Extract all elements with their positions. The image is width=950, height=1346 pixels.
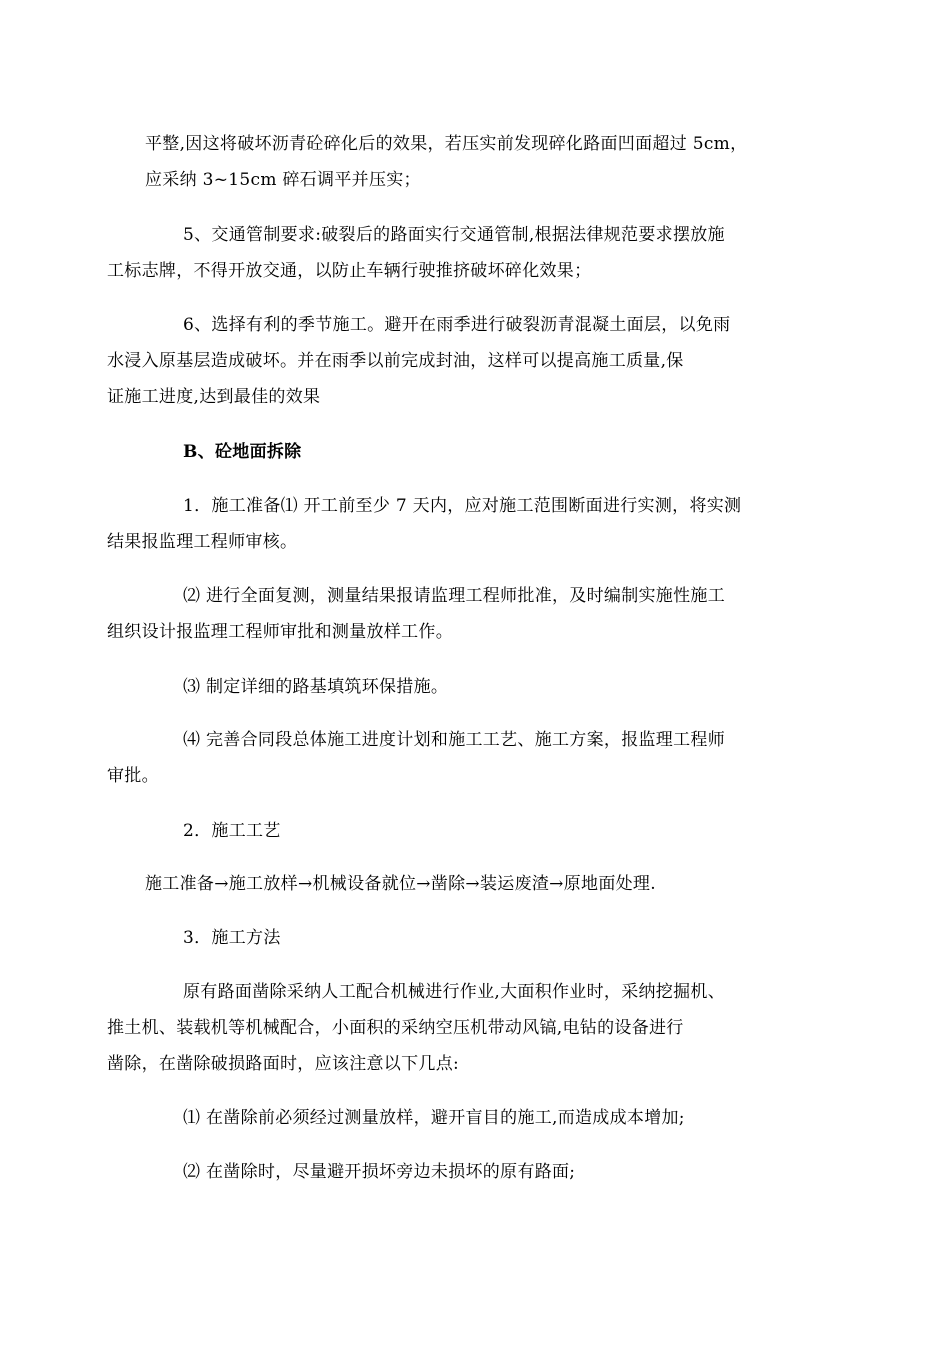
text-line: ⑵ 在凿除时，尽量避开损坏旁边未损坏的原有路面; [183,1162,576,1182]
text-line: ⑵ 进行全面复测，测量结果报请监理工程师批准，及时编制实施性施工 [183,586,726,606]
text-line: 结果报监理工程师审核。 [107,532,298,552]
paragraph-resurvey [107,578,809,650]
text-line: 原有路面凿除采纳人工配合机械进行作业,大面积作业时，采纳挖掘机、 [183,982,726,1002]
text-line: 5、交通管制要求:破裂后的路面实行交通管制,根据法律规范要求摆放施 [183,225,725,245]
paragraph-schedule-plan [107,722,809,794]
paragraph-road-flatness [145,126,809,198]
text-line: 应采纳 3~15cm 碎石调平并压实； [145,170,421,190]
text-line: ⑷ 完善合同段总体施工进度计划和施工工艺、施工方案，报监理工程师 [183,730,726,750]
paragraph-environmental-measures [145,669,809,705]
text-line: 凿除，在凿除破损路面时，应该注意以下几点: [107,1054,460,1074]
subheading-construction-process [145,813,809,849]
text-line: 6、选择有利的季节施工。避开在雨季进行破裂沥青混凝土面层，以免雨 [183,315,731,335]
text-line: 审批。 [107,766,159,786]
paragraph-process-flow [145,866,809,902]
text-line: B、砼地面拆除 [183,442,302,462]
section-heading-concrete-removal [145,434,809,470]
paragraph-avoid-damage [145,1154,809,1190]
paragraph-season-selection [107,307,809,415]
paragraph-preparation [107,488,809,560]
paragraph-traffic-control [107,217,809,289]
text-line: 组织设计报监理工程师审批和测量放样工作。 [107,622,453,642]
text-line: 3．施工方法 [183,928,281,948]
text-line: 1．施工准备⑴ 开工前至少 7 天内，应对施工范围断面进行实测，将实测 [183,496,742,516]
text-line: 证施工进度,达到最佳的效果 [107,387,321,407]
text-line: 水浸入原基层造成破坏。并在雨季以前完成封油，这样可以提高施工质量,保 [107,351,684,371]
paragraph-survey-before-removal [145,1100,809,1136]
text-line: 2．施工工艺 [183,821,281,841]
paragraph-method-description [107,974,809,1082]
text-line: 工标志牌，不得开放交通，以防止车辆行驶推挤破坏碎化效果； [107,261,592,281]
text-line: ⑴ 在凿除前必须经过测量放样，避开盲目的施工,而造成成本增加; [183,1108,685,1128]
text-line: 推土机、装载机等机械配合，小面积的采纳空压机带动风镐,电钻的设备进行 [107,1018,684,1038]
text-line: 平整,因这将破坏沥青砼碎化后的效果，若压实前发现碎化路面凹面超过 5cm， [145,134,748,154]
text-line: 施工准备→施工放样→机械设备就位→凿除→装运废渣→原地面处理. [145,874,656,894]
subheading-construction-method [145,920,809,956]
text-line: ⑶ 制定详细的路基填筑环保措施。 [183,677,449,697]
